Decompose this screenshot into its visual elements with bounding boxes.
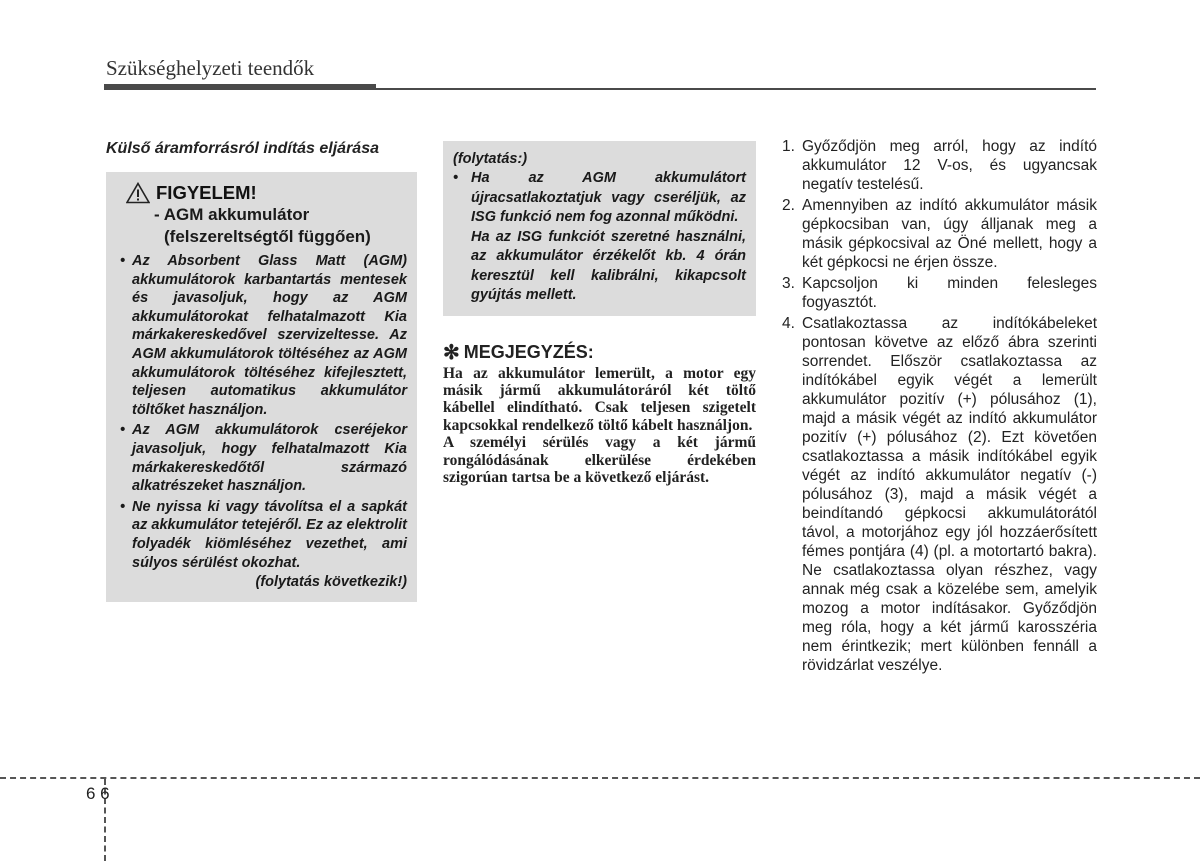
asterisk-icon: ✻ bbox=[443, 341, 460, 364]
footer-divider bbox=[0, 777, 1200, 779]
continued-label: (folytatás:) bbox=[453, 151, 528, 167]
warning-title: FIGYELEM! bbox=[156, 182, 257, 203]
steps-list bbox=[782, 137, 1097, 675]
note-header bbox=[443, 340, 756, 365]
continued-paragraph-2: Ha az ISG funkciót szeretné használni, az akkumulátor érzékelőt kb. 4 órán keresztül kell kalibrálni, kikapcsolt gyújtás mellett. bbox=[471, 228, 746, 303]
continued-paragraph-1: • Ha az AGM akkumulátort újracsatlakoztatjuk vagy cseréljük, az ISG funkció nem fog azonnal működni. bbox=[453, 170, 746, 225]
list-item: 4. Csatlakoztassa az indítókábeleket pontosan követve az előző ábra szerinti sorrendet. Először csatlakoztassa az indítókábel egyik végét a lemerült akkumulátor pozitív (+) pólusához (1), majd a másik végét az indító akkumulátor pozitív (+) pólusához (2). Ezt követően csatlakoztassa a másik indítókábel egyik végét az indító akkumulátor negatív (-) pólusához (3), majd a másik végét a beindítandó gépkocsi akkumulátorától távol, a motorjához egy jól hozzáerősített fémes pontjára (4) (pl. a motortartó bakra). Ne csatlakoztassa olyan részhez, vagy annak még csak a közelébe sem, amelyik mozog a motor indításakor. Győződjön meg róla, hogy a két jármű karosszéria nem érintkezik; mert különben fennáll a rövidzárlat veszélye. bbox=[782, 315, 1097, 674]
note-paragraph-2: A személyi sérülés vagy a két jármű rongálódásának elkerülése érdekében szigorúan tartsa be a következő eljárást. bbox=[443, 434, 756, 486]
section-heading: Külső áramforrásról indítás eljárása bbox=[106, 140, 379, 157]
list-item: • Az Absorbent Glass Matt (AGM) akkumulátorok karbantartás mentesek és javasoljuk, hogy az AGM akkumulátorokat felhatalmazott Kia márkakereskedővel szervizeltesse. Az AGM akkumulátorok töltéséhez az AGM akkumulátorok töltéséhez kifejlesztett, teljesen automatikus akkumulátor töltőket használjon. bbox=[120, 253, 407, 418]
note-title: MEGJEGYZÉS: bbox=[463, 341, 594, 362]
list-item: 1. Győződjön meg arról, hogy az indító akkumulátor 12 V-os, és ugyancsak negatív testelésű. bbox=[782, 138, 1097, 193]
warning-bullets bbox=[116, 252, 407, 572]
list-item: • Az AGM akkumulátorok cseréjekor javasoljuk, hogy felhatalmazott Kia márkakereskedőtől származó alkatrészeket használjon. bbox=[120, 422, 407, 495]
right-column bbox=[782, 137, 1097, 677]
header-rule-thin bbox=[376, 88, 1096, 90]
continued-warning-box bbox=[443, 141, 756, 316]
list-item: 2. Amennyiben az indító akkumulátor másik gépkocsiban van, úgy álljanak meg a másik gépkocsival az Öné mellett, hogy a két gépkocsi ne érjen össze. bbox=[782, 197, 1097, 271]
page-header-title: Szükséghelyzeti teendők bbox=[106, 56, 315, 80]
note-paragraph-1: Ha az akkumulátor lemerült, a motor egy másik jármű akkumulátoráról két töltő kábellel elindítható. Csak teljesen szigetelt kapcsokkal rendelkező töltő kábelt használjon. bbox=[443, 364, 756, 434]
middle-column bbox=[443, 141, 756, 486]
continues-note: (folytatás következik!) bbox=[255, 574, 407, 591]
warning-header bbox=[126, 182, 407, 204]
warning-triangle-icon bbox=[126, 182, 150, 204]
page-number: 6 6 bbox=[86, 784, 110, 803]
warning-subtitle-2: (felszereltségtől függően) bbox=[164, 227, 371, 246]
header-rule-thick bbox=[104, 84, 376, 90]
note-body bbox=[443, 365, 756, 487]
warning-subtitle-1: - AGM akkumulátor bbox=[154, 205, 310, 224]
list-item: • Ne nyissa ki vagy távolítsa el a sapkát az akkumulátor tetejéről. Ez az elektrolit folyadék kiömléséhez vezethet, ami súlyos sérülést okozhat. bbox=[120, 498, 407, 571]
warning-box bbox=[106, 172, 417, 602]
list-item: 3. Kapcsoljon ki minden felesleges fogyasztót. bbox=[782, 275, 1097, 311]
left-column bbox=[106, 140, 418, 602]
